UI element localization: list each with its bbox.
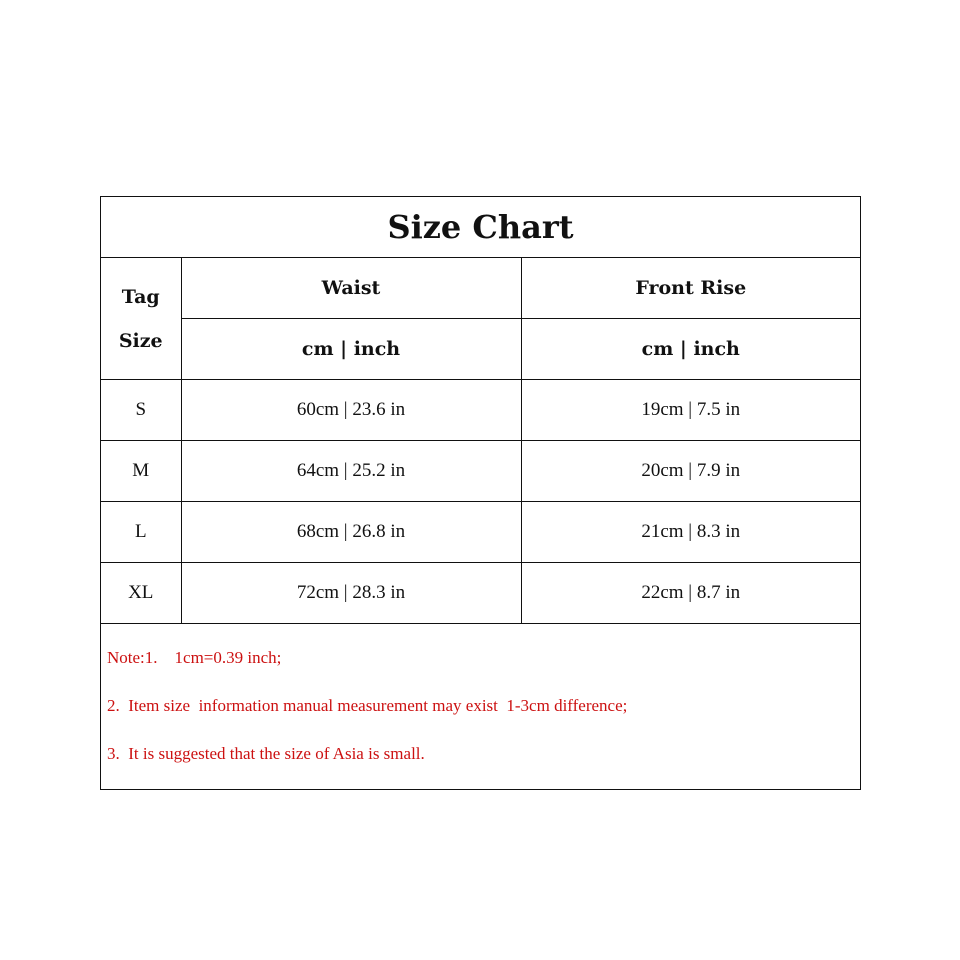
size-label: Size bbox=[118, 329, 163, 352]
tag-size-header bbox=[101, 258, 181, 380]
notes-section bbox=[101, 623, 860, 791]
size-cell: L bbox=[101, 502, 181, 563]
front-rise-cell: 22cm | 8.7 in bbox=[521, 563, 860, 624]
waist-cell: 68cm | 26.8 in bbox=[181, 502, 521, 563]
waist-cell: 60cm | 23.6 in bbox=[181, 380, 521, 441]
waist-cell: 64cm | 25.2 in bbox=[181, 441, 521, 502]
front-rise-unit-header: cm | inch bbox=[521, 319, 860, 380]
size-table bbox=[101, 258, 860, 624]
unit-row bbox=[101, 319, 860, 380]
table-row bbox=[101, 441, 860, 502]
chart-title: Size Chart bbox=[101, 197, 860, 258]
front-rise-header: Front Rise bbox=[521, 258, 860, 319]
header-row bbox=[101, 258, 860, 319]
waist-header: Waist bbox=[181, 258, 521, 319]
note-2: 2. Item size information manual measurement may exist 1-3cm difference; bbox=[107, 696, 628, 715]
note-1: Note:1. 1cm=0.39 inch; bbox=[107, 648, 282, 667]
waist-unit-header: cm | inch bbox=[181, 319, 521, 380]
size-cell: XL bbox=[101, 563, 181, 624]
front-rise-cell: 19cm | 7.5 in bbox=[521, 380, 860, 441]
table-row bbox=[101, 563, 860, 624]
waist-cell: 72cm | 28.3 in bbox=[181, 563, 521, 624]
tag-label: Tag bbox=[121, 285, 160, 308]
size-chart bbox=[100, 196, 861, 790]
front-rise-cell: 21cm | 8.3 in bbox=[521, 502, 860, 563]
size-cell: M bbox=[101, 441, 181, 502]
table-row bbox=[101, 380, 860, 441]
size-cell: S bbox=[101, 380, 181, 441]
front-rise-cell: 20cm | 7.9 in bbox=[521, 441, 860, 502]
table-row bbox=[101, 502, 860, 563]
note-3: 3. It is suggested that the size of Asia is small. bbox=[107, 744, 425, 763]
